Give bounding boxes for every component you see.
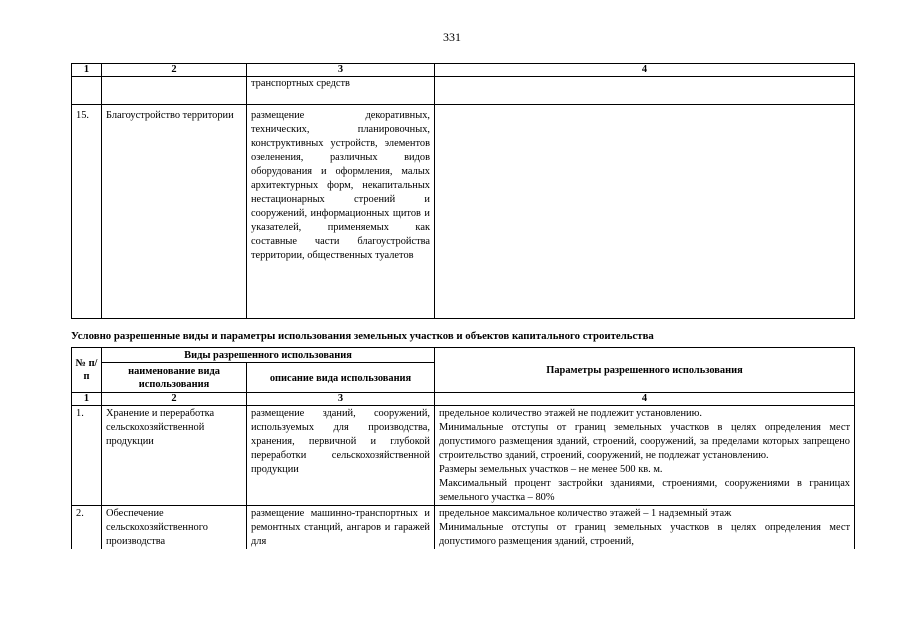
table-row [72,77,855,105]
header-number: № п/п [72,348,102,393]
header-params: Параметры разрешенного использования [435,348,855,393]
conditional-use-table [71,347,855,549]
row-number [72,77,102,105]
use-name: Обеспечение сельскохозяйственного производства [102,506,247,550]
column-number: 1 [72,393,102,406]
table-row [72,105,855,319]
row-number: 2. [72,506,102,550]
use-description: размещение машинно-транспортных и ремонтных станций, ангаров и гаражей для [247,506,435,550]
use-name: Благоустройство территории [102,105,247,319]
column-number: 3 [247,64,435,77]
param-line: Минимальные отступы от границ земельных участков в целях определения мест допустимого размещения зданий, строений, сооружений, за пределами которых запрещено строительство зданий, строений, сооружений, не подлежат установлению. [439,422,850,461]
column-number-row [72,393,855,406]
column-number: 2 [102,64,247,77]
use-params [435,77,855,105]
param-line: Минимальные отступы от границ земельных участков в целях определения мест допустимого размещения зданий, строений, [439,522,850,547]
column-number: 4 [435,393,855,406]
param-line: предельное максимальное количество этажей – 1 надземный этаж [439,508,732,519]
column-number: 1 [72,64,102,77]
param-line: предельное количество этажей не подлежит установлению. [439,408,702,419]
section-title: Условно разрешенные виды и параметры использования земельных участков и объектов капитального строительства [71,330,654,342]
page-number: 331 [443,30,461,44]
header-description: описание вида использования [247,363,435,393]
header-row [72,348,855,363]
header-name: наименование вида использования [102,363,247,393]
use-description: транспортных средств [247,77,435,105]
use-params [435,105,855,319]
use-params [435,506,855,550]
column-number: 3 [247,393,435,406]
use-name [102,77,247,105]
use-name: Хранение и переработка сельскохозяйственной продукции [102,406,247,506]
param-line: Максимальный процент застройки зданиями, строениями, сооружениями в границах земельного участка – 80% [439,478,850,503]
row-number: 1. [72,406,102,506]
header-group: Виды разрешенного использования [102,348,435,363]
param-line: Размеры земельных участков – не менее 500 кв. м. [439,464,663,475]
row-number: 15. [72,105,102,319]
table-continuation [71,63,855,319]
table-row [72,506,855,550]
use-params [435,406,855,506]
column-number: 2 [102,393,247,406]
table-row [72,406,855,506]
column-number: 4 [435,64,855,77]
use-description: размещение декоративных, технических, планировочных, конструктивных устройств, элементов озеленения, различных видов оборудования и оформления, малых архитектурных форм, некапитальных нестационарных строений и сооружений, информационных щитов и указателей, применяемых как составные части благоустройства территории, общественных туалетов [247,105,435,319]
use-description: размещение зданий, сооружений, используемых для производства, хранения, первичной и глубокой переработки сельскохозяйственной продукции [247,406,435,506]
column-number-row [72,64,855,77]
